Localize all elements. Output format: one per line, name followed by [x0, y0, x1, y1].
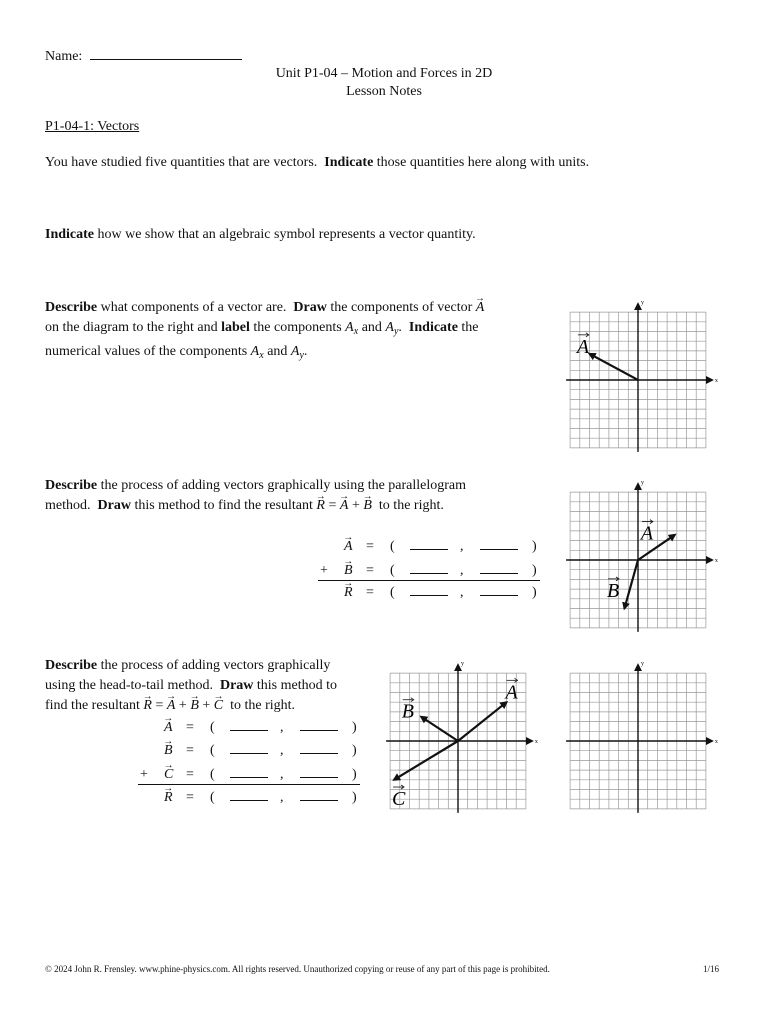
graph-components[interactable] [560, 298, 720, 458]
y-axis-label: y [641, 480, 644, 487]
blank-bx2[interactable] [230, 739, 268, 754]
section-heading: P1-04-1: Vectors [45, 119, 140, 134]
footer-page-number: 1/16 [703, 964, 720, 974]
vector-b-arrow [624, 560, 638, 609]
x-axis-label: x [534, 739, 538, 745]
blank-ay2[interactable] [300, 716, 338, 731]
blank-cx2[interactable] [230, 763, 268, 778]
q5-row-a: → A = ( , ) [130, 718, 370, 738]
blank-ry2[interactable] [300, 786, 338, 801]
q4-row-r: → R = ( , ) [310, 583, 550, 603]
question-4: Describe the process of adding vectors graphically using the parallelogram method. Draw this method to find the resultant → R = → A + → B to the right. [45, 476, 525, 516]
y-axis-label: y [641, 300, 644, 307]
y-axis-label: y [641, 661, 644, 668]
blank-by[interactable] [480, 559, 518, 574]
question-5: Describe the process of adding vectors graphically using the head-to-tail method. Draw this method to find the resultant → R = → A + → B + → C to the right. [45, 656, 375, 716]
vector-a-label: A [640, 522, 654, 545]
question-1: You have studied five quantities that are vectors. Indicate those quantities here along with units. [45, 155, 590, 170]
name-blank[interactable] [90, 47, 242, 60]
vector-a-label: A [505, 681, 518, 704]
graph-head-to-tail[interactable] [378, 657, 538, 821]
blank-ax[interactable] [410, 535, 448, 550]
q4-row-b: + → B = ( , ) [310, 561, 550, 581]
vector-b-label: B [401, 700, 414, 723]
blank-rx2[interactable] [230, 786, 268, 801]
question-2: Indicate how we show that an algebraic symbol represents a vector quantity. [45, 227, 476, 242]
y-axis-label: y [461, 661, 464, 668]
question-3: Describe what components of a vector are. Draw the components of vector → A on the diagram to the right and label the components $A_x$ and $A_y$. Indicate the numerical values of the components $A_x$ and $A_y$. [45, 298, 545, 366]
name-field[interactable] [45, 47, 242, 65]
blank-bx[interactable] [410, 559, 448, 574]
q5-row-r: → R = ( , ) [130, 788, 370, 808]
blank-by2[interactable] [300, 739, 338, 754]
blank-rx[interactable] [410, 581, 448, 596]
vector-a-label: A [576, 335, 590, 358]
blank-ry[interactable] [480, 581, 518, 596]
blank-ay[interactable] [480, 535, 518, 550]
vector-b-label: B [606, 579, 620, 602]
x-axis-label: x [714, 739, 718, 745]
blank-ax2[interactable] [230, 716, 268, 731]
graph-parallelogram[interactable] [560, 478, 720, 638]
page-title: Unit P1-04 – Motion and Forces in 2D [275, 66, 493, 81]
vector-a-arrow [590, 354, 639, 380]
page-subtitle: Lesson Notes [346, 84, 422, 99]
name-label: Name: [45, 49, 83, 64]
vector-c-label: C [392, 788, 406, 811]
footer-copyright: © 2024 John R. Frensley. www.phine-physics.com. All rights reserved. Unauthorized copying or reuse of any part of this page is prohibited. [45, 964, 550, 974]
vector-b-arrow [421, 717, 458, 741]
q4-row-a: → A = ( , ) [310, 537, 550, 557]
x-axis-label: x [714, 558, 718, 564]
q5-row-b: → B = ( , ) [130, 741, 370, 761]
blank-cy2[interactable] [300, 763, 338, 778]
q5-row-c: + → C = ( , ) [130, 765, 370, 785]
x-axis-label: x [714, 378, 718, 384]
graph-blank[interactable] [560, 657, 720, 821]
